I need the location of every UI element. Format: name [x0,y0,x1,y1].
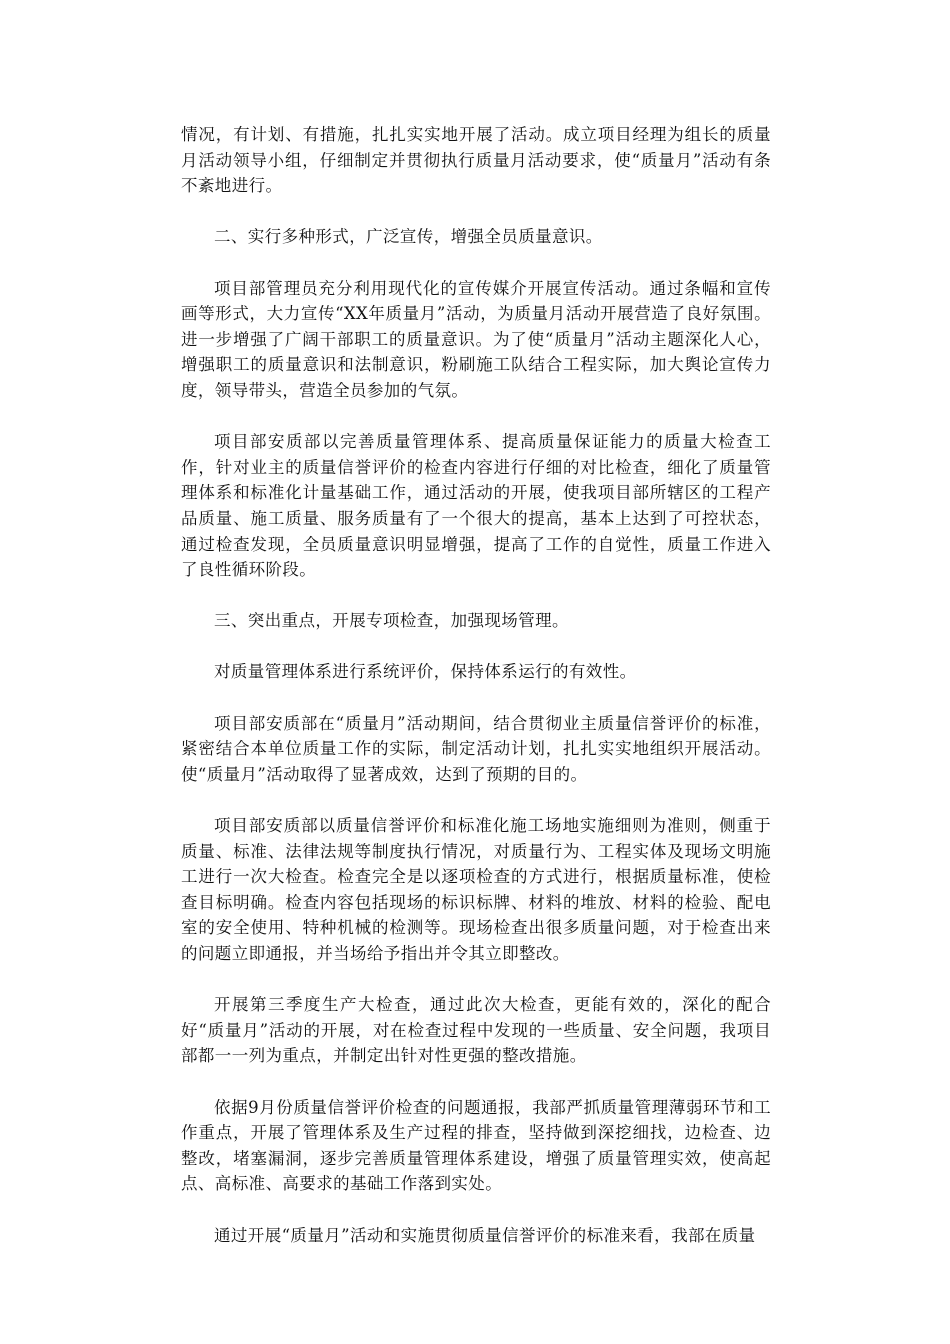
paragraph-activity-plan: 项目部安质部在“质量月”活动期间，结合贯彻业主质量信誉评价的标准，紧密结合本单位质量工作的实际，制定活动计划，扎扎实实地组织开展活动。使“质量月”活动取得了显著成效，达到了预期的目的。 [181,713,771,784]
paragraph-quality-inspection: 项目部安质部以完善质量管理体系、提高质量保证能力的质量大检查工作，针对业主的质量信誉评价的检查内容进行仔细的对比检查，细化了质量管理体系和标准化计量基础工作，通过活动的开展，使我项目部所辖区的工程产品质量、施工质量、服务质量有了一个很大的提高，基本上达到了可控状态，通过检查发现，全员质量意识明显增强，提高了工作的自觉性，质量工作进入了良性循环阶段。 [181,432,771,580]
section-heading-2: 二、实行多种形式，广泛宣传，增强全员质量意识。 [214,227,603,247]
paragraph-publicity: 项目部管理员充分利用现代化的宣传媒介开展宣传活动。通过条幅和宣传画等形式，大力宣传“XX年质量月”活动，为质量月活动开展营造了良好氛围。进一步增强了广阔干部职工的质量意识。为了使“质量月”活动主题深化人心，增强职工的质量意识和法制意识，粉刷施工队结合工程实际，加大舆论宣传力度，领导带头，营造全员参加的气氛。 [181,278,771,400]
paragraph-q3-inspection: 开展第三季度生产大检查，通过此次大检查，更能有效的，深化的配合好“质量月”活动的开展，对在检查过程中发现的一些质量、安全问题，我项目部都一一列为重点，并制定出针对性更强的整改措施。 [181,995,771,1066]
paragraph-september-report: 依据9月份质量信誉评价检查的问题通报，我部严抓质量管理薄弱环节和工作重点，开展了管理体系及生产过程的排查，坚持做到深挖细找，边检查、边整改，堵塞漏洞，逐步完善质量管理体系建设，增强了质量管理实效，使高起点、高标准、高要求的基础工作落到实处。 [181,1097,771,1194]
section-heading-3: 三、突出重点，开展专项检查，加强现场管理。 [214,611,569,631]
paragraph-system-evaluation: 对质量管理体系进行系统评价，保持体系运行的有效性。 [214,662,637,682]
paragraph-conclusion-start: 通过开展“质量月”活动和实施贯彻质量信誉评价的标准来看，我部在质量 [214,1225,756,1245]
paragraph-continuation: 情况，有计划、有措施，扎扎实实地开展了活动。成立项目经理为组长的质量月活动领导小组，仔细制定并贯彻执行质量月活动要求，使“质量月”活动有条不紊地进行。 [181,125,771,196]
paragraph-site-inspection: 项目部安质部以质量信誉评价和标准化施工场地实施细则为准则，侧重于质量、标准、法律法规等制度执行情况，对质量行为、工程实体及现场文明施工进行一次大检查。检查完全是以逐项检查的方式进行，根据质量标准，使检查目标明确。检查内容包括现场的标识标牌、材料的堆放、材料的检验、配电室的安全使用、特种机械的检测等。现场检查出很多质量问题，对于检查出来的问题立即通报，并当场给予指出并令其立即整改。 [181,816,771,963]
document-page [181,122,771,1274]
